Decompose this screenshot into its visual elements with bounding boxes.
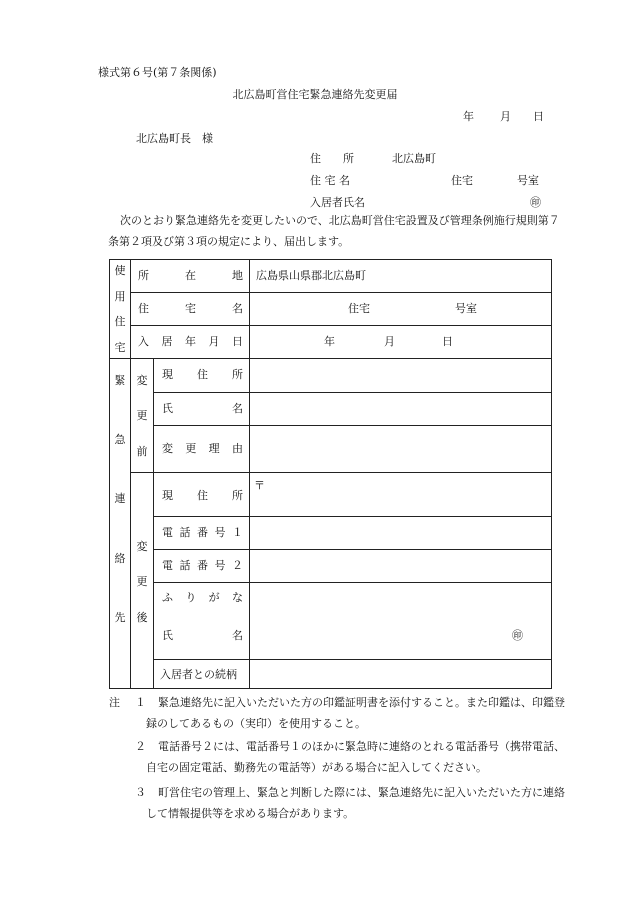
before-change-label: 変 更 前: [136, 374, 148, 458]
note-1-number: １: [135, 696, 146, 709]
form-number: 様式第６号(第７条関係): [98, 66, 217, 79]
change-reason-label: 変 更 理 由: [162, 442, 243, 455]
before-name-label: 氏 名: [162, 402, 243, 415]
form-table: [109, 259, 552, 689]
move-in-year: 年: [324, 335, 335, 348]
move-in-month: 月: [384, 335, 395, 348]
note-3-number: ３: [135, 786, 146, 799]
house-name-jutaku: 住宅: [348, 302, 370, 315]
section-housing-label: 使 用 住 宅: [114, 264, 126, 354]
location-label: 所 在 地: [138, 269, 243, 282]
intro-text: 次のとおり緊急連絡先を変更したいので、北広島町営住宅設置及び管理条例施行規則第７条第２項及び第３項の規定により、届出します。: [108, 214, 560, 248]
phone1-label: 電 話 番 号 １: [162, 526, 243, 539]
applicant-address-value: 北広島町: [392, 152, 436, 165]
furigana-label: ふ り が な: [162, 591, 243, 604]
house-name-label: 住 宅 名: [138, 302, 243, 315]
note-2-text: 電話番号２には、電話番号１のほかに緊急時に連絡のとれる電話番号（携帯電話、自宅の固定電話、勤務先の電話等）がある場合に記入してください。: [146, 740, 565, 774]
after-address-label: 現 住 所: [162, 489, 243, 502]
section-emergency-label: 緊 急 連 絡 先: [114, 374, 126, 624]
applicant-house-goshitsu: 号室: [517, 174, 539, 187]
date-month: 月: [500, 110, 511, 123]
move-in-day: 日: [442, 335, 453, 348]
notes-prefix: 注: [109, 696, 120, 709]
note-2-number: ２: [135, 740, 146, 753]
note-1-text: 緊急連絡先に記入いただいた方の印鑑証明書を添付すること。また印鑑は、印鑑登録のしてあるもの（実印）を使用すること。: [146, 696, 565, 730]
applicant-house-jutaku: 住宅: [451, 174, 473, 187]
applicant-seal: ㊞: [530, 196, 541, 209]
phone2-label: 電 話 番 号 ２: [162, 559, 243, 572]
date-year: 年: [463, 110, 474, 123]
house-name-goshitsu: 号室: [455, 302, 477, 315]
applicant-house-label: 住 宅 名: [310, 174, 350, 187]
addressee: 北広島町長 様: [136, 132, 213, 145]
after-name-seal: ㊞: [512, 629, 523, 642]
after-name-label: 氏 名: [162, 629, 243, 642]
note-3-text: 町営住宅の管理上、緊急と判断した際には、緊急連絡先に記入いただいた方に連絡して情報提供等を求める場合があります。: [146, 786, 565, 820]
applicant-address-label: 住 所: [310, 152, 354, 165]
postal-mark: 〒: [254, 479, 265, 492]
after-change-label: 変 更 後: [136, 540, 148, 624]
date-day: 日: [533, 110, 544, 123]
page-title: 北広島町営住宅緊急連絡先変更届: [232, 88, 398, 101]
applicant-name-label: 入居者氏名: [310, 196, 365, 209]
location-value: 広島県山県郡北広島町: [256, 269, 366, 282]
before-address-label: 現 住 所: [162, 368, 243, 381]
relationship-label: 入居者との続柄: [160, 668, 237, 681]
move-in-date-label: 入 居 年 月 日: [138, 335, 243, 348]
